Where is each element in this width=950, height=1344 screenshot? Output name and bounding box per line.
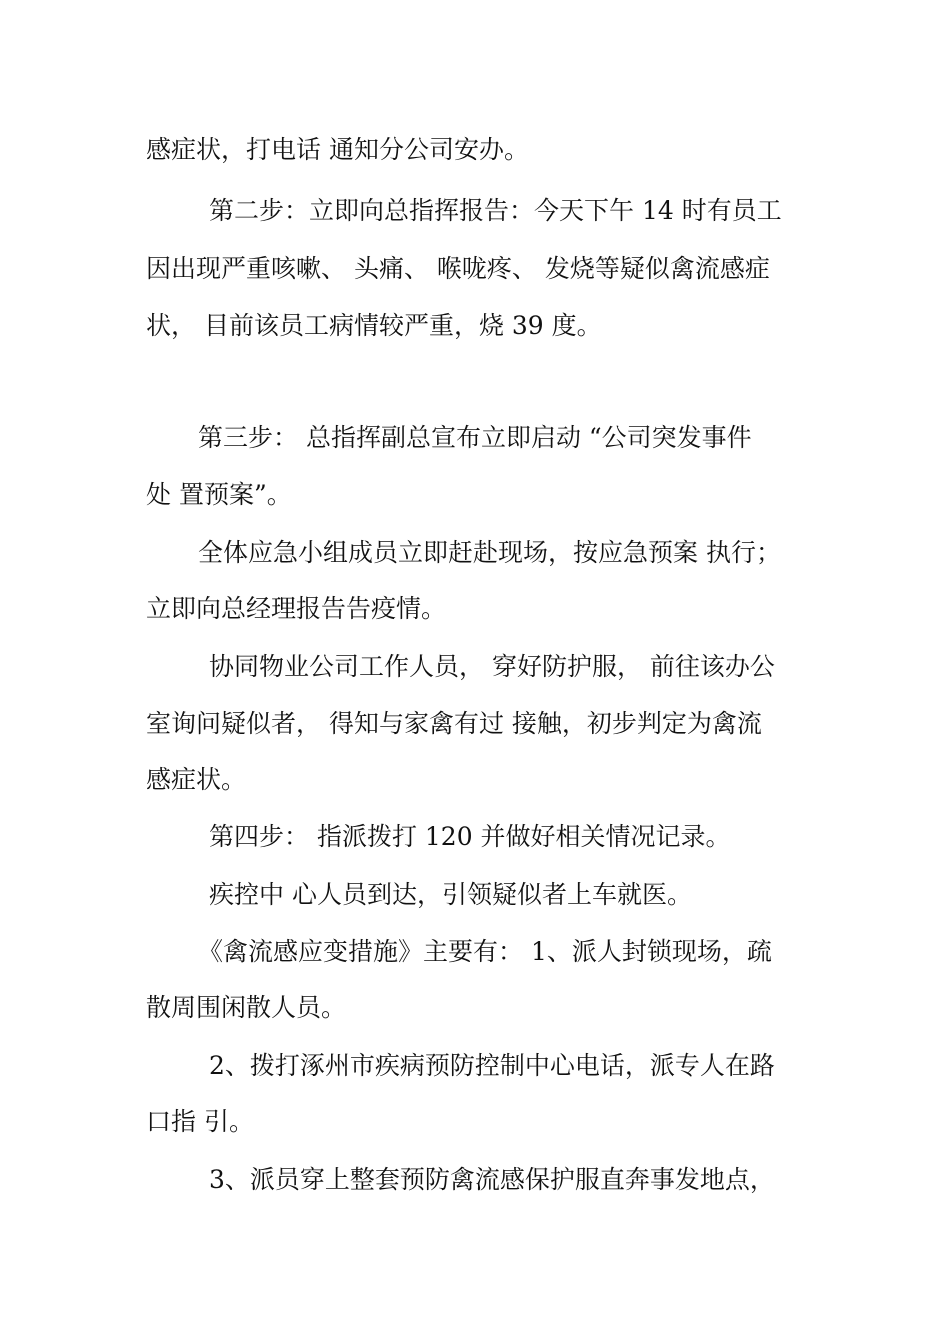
text-line-5: 第三步： 总指挥副总宣布立即启动 “公司突发事件 bbox=[198, 423, 752, 452]
text-line-14: 《禽流感应变措施》主要有： 1、派人封锁现场，疏 bbox=[198, 937, 772, 966]
text-line-13: 疾控中 心人员到达，引领疑似者上车就医。 bbox=[209, 880, 692, 909]
text-line-11: 感症状。 bbox=[146, 765, 247, 794]
text-line-10: 室询问疑似者， 得知与家禽有过 接触，初步判定为禽流 bbox=[146, 709, 762, 738]
text-line-4: 状， 目前该员工病情较严重，烧 39 度。 bbox=[146, 311, 602, 340]
text-line-8: 立即向总经理报告告疫情。 bbox=[146, 594, 447, 623]
text-line-17: 口指 引。 bbox=[146, 1107, 254, 1136]
text-line-6: 处 置预案”。 bbox=[146, 480, 292, 509]
text-line-1: 感症状，打电话 通知分公司安办。 bbox=[146, 135, 529, 164]
text-line-18: 3、派员穿上整套预防禽流感保护服直奔事发地点， bbox=[209, 1165, 775, 1194]
text-line-9: 协同物业公司工作人员， 穿好防护服， 前往该办公 bbox=[209, 652, 775, 681]
text-line-12: 第四步： 指派拨打 120 并做好相关情况记录。 bbox=[209, 822, 731, 851]
text-line-15: 散周围闲散人员。 bbox=[146, 993, 347, 1022]
text-line-2: 第二步：立即向总指挥报告：今天下午 14 时有员工 bbox=[209, 196, 782, 225]
text-line-16: 2、拨打涿州市疾病预防控制中心电话，派专人在路 bbox=[209, 1051, 775, 1080]
text-line-3: 因出现严重咳嗽、 头痛、 喉咙疼、 发烧等疑似禽流感症 bbox=[146, 254, 770, 283]
text-line-7: 全体应急小组成员立即赶赴现场，按应急预案 执行； bbox=[198, 538, 781, 567]
